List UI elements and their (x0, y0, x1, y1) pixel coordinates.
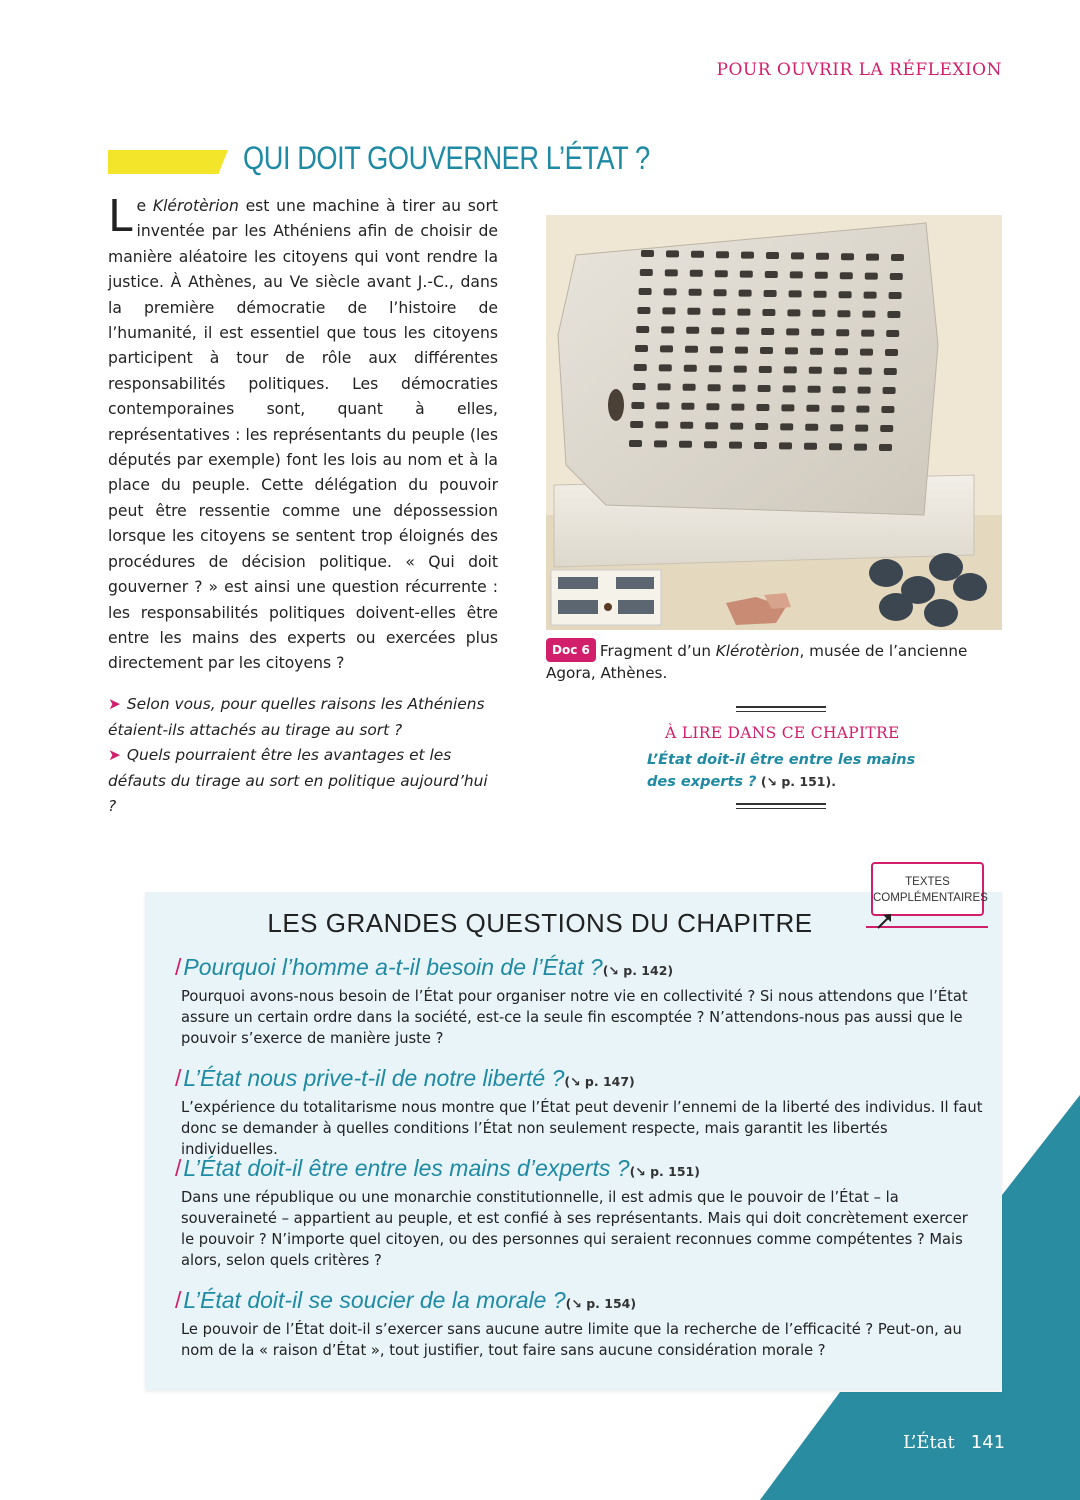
slot (733, 385, 746, 392)
complementary-texts-button[interactable]: TEXTES COMPLÉMENTAIRES (871, 862, 984, 916)
slot (658, 383, 671, 390)
section-label: POUR OUVRIR LA RÉFLEXION (716, 60, 1002, 80)
slot (737, 309, 750, 316)
slot (686, 327, 699, 334)
slot (708, 384, 721, 391)
slot (659, 364, 672, 371)
slot (805, 424, 818, 431)
slot (804, 443, 817, 450)
slot (714, 289, 727, 296)
question-body: Le pouvoir de l’État doit-il s’exercer sans aucune autre limite que la recherche de l’efficacité ? Peut-on, au nom de la « raison d’État », tout justifier, tout faire sans aucune considération morale ? (181, 1321, 962, 1359)
question-heading[interactable]: /L’État doit-il être entre les mains d’experts ?(↘ p. 151) (175, 1155, 700, 1181)
slot (780, 423, 793, 430)
slot (856, 406, 869, 413)
slot (891, 254, 904, 261)
question-item: ➤ Quels pourraient être les avantages et les défauts du tirage au sort en politique aujourd’hui ? (108, 746, 488, 815)
page-title: QUI DOIT GOUVERNER L’ÉTAT ? (243, 140, 650, 176)
slot (683, 384, 696, 391)
slot (760, 347, 773, 354)
slot (716, 251, 729, 258)
intro-first-word: e (136, 197, 153, 215)
slot (781, 404, 794, 411)
slot (736, 328, 749, 335)
a-lire-link[interactable]: L’État doit-il être entre les mains des experts ? (↘ p. 151). (647, 752, 916, 790)
question-block (175, 1153, 985, 1271)
slot (830, 424, 843, 431)
slot (709, 365, 722, 372)
dropcap: L (108, 191, 133, 242)
slot (789, 290, 802, 297)
slot (862, 311, 875, 318)
intro-text: est une machine à tirer au sort inventée par les Athéniens afin de choisir de manière aléatoire les citoyens qui vont rendre la justice. À Athènes, au Ve siècle avant J.-C., dans la première démocratie de l’histoire de l’humanité, il est essentiel que tous les citoyens participent à tour de rôle aux différentes responsabilités politiques. Les démocraties contemporaines sont, quant à elles, représentatives : les représentants du peuple (les députés par exemple) font les lois au nom et à la place du peuple. Cette délégation du pouvoir peut être ressentie comme une dépossession lorsque les citoyens se sentent trop éloignés des procédures de décision politique. « Qui doit gouverner ? » est ainsi une question récurrente : les responsabilités politiques doivent-elles être entre les mains des experts ou exercées plus directement par les citoyens ? (108, 197, 498, 673)
slot (854, 444, 867, 451)
question-body: Pourquoi avons-nous besoin de l’État pour organiser notre vie en collectivité ? Si nous attendons que l’État assure un certain ordre dans la société, est-ce la seule fin escomptée ? N’attendons-nous pas aussi que le pouvoir s’exerce de manière juste ? (181, 988, 968, 1047)
slot (841, 253, 854, 260)
slot (884, 368, 897, 375)
divider-bottom (736, 803, 826, 809)
slot (885, 349, 898, 356)
slot (754, 442, 767, 449)
slot (814, 291, 827, 298)
slot (779, 442, 792, 449)
slot (735, 347, 748, 354)
slot (660, 345, 673, 352)
intro-term: Klérotèrion (152, 197, 239, 215)
slot (765, 271, 778, 278)
slot (855, 425, 868, 432)
cursor-arrow-icon (876, 912, 894, 930)
slot (864, 292, 877, 299)
slot (861, 330, 874, 337)
slot (859, 368, 872, 375)
slot (687, 308, 700, 315)
slot (887, 311, 900, 318)
slot (712, 308, 725, 315)
slot (631, 402, 644, 409)
slot (758, 385, 771, 392)
slot (666, 250, 679, 257)
question-heading[interactable]: /L’État doit-il se soucier de la morale ?(↘ p. 154) (175, 1287, 637, 1313)
reflection-questions (108, 692, 498, 820)
slot (759, 366, 772, 373)
slot (633, 383, 646, 390)
slot (866, 254, 879, 261)
slot (811, 329, 824, 336)
title-accent-bar (108, 150, 228, 174)
slot (786, 328, 799, 335)
slot (840, 272, 853, 279)
ballot-disc (924, 599, 958, 627)
question-block (175, 952, 985, 1049)
ballot-disc (879, 593, 913, 621)
slot (890, 273, 903, 280)
question-body: L’expérience du totalitarisme nous montre que l’État peut devenir l’ennemi de la liberté des individus. Il faut donc se demander à quelles conditions l’État non seulement respecte, mais garantit les libertés individuelles. (181, 1099, 983, 1158)
klerotherion-illustration (546, 215, 1002, 630)
a-lire-title: À LIRE DANS CE CHAPITRE (665, 724, 900, 742)
slot (755, 423, 768, 430)
slot (664, 288, 677, 295)
slot (705, 422, 718, 429)
slot (734, 366, 747, 373)
slot (889, 292, 902, 299)
slot (761, 328, 774, 335)
klerotherion-photo (546, 215, 1002, 630)
slot (690, 270, 703, 277)
page-number: 141 (970, 1432, 1006, 1453)
slot (691, 251, 704, 258)
chapter-name: L’État (903, 1432, 955, 1453)
slot (689, 289, 702, 296)
slot (809, 367, 822, 374)
ballot-disc (869, 559, 903, 587)
arrow-icon: ➤ (108, 746, 121, 764)
slot (636, 326, 649, 333)
question-heading[interactable]: /L’État nous prive-t-il de notre liberté ?(↘ p. 147) (175, 1065, 635, 1091)
slot (806, 405, 819, 412)
slot (883, 387, 896, 394)
slot (831, 405, 844, 412)
slot (641, 250, 654, 257)
slot (706, 403, 719, 410)
slot (685, 346, 698, 353)
slot (635, 345, 648, 352)
slot (655, 421, 668, 428)
slot (662, 307, 675, 314)
slot (810, 348, 823, 355)
slot (858, 387, 871, 394)
slot (881, 406, 894, 413)
slot (756, 404, 769, 411)
slot (656, 402, 669, 409)
slot (661, 326, 674, 333)
slot (665, 269, 678, 276)
slot (762, 309, 775, 316)
photo-caption: Doc 6 Fragment d’un Klérotèrion, musée de l’ancienne Agora, Athènes. (546, 638, 1002, 684)
slot (681, 403, 694, 410)
slot (791, 252, 804, 259)
slot (834, 367, 847, 374)
slot (680, 422, 693, 429)
slot (837, 310, 850, 317)
arrow-icon: ➤ (108, 695, 121, 713)
slot (740, 271, 753, 278)
slot (833, 386, 846, 393)
slot (629, 440, 642, 447)
intro-paragraph (108, 191, 498, 677)
slot (790, 271, 803, 278)
slot (829, 443, 842, 450)
question-body: Dans une république ou une monarchie constitutionnelle, il est admis que le pouvoir de l’État – la souveraineté – appartient au peuple, et est confié à ses représentants. Mais qui doit concrètement exercer le pouvoir ? N’importe quel citoyen, ou des personnes qui seraient reconnues comme compétentes ? Mais alors, selon quels critères ? (181, 1189, 968, 1269)
slot (679, 441, 692, 448)
slot (836, 329, 849, 336)
slot (766, 252, 779, 259)
ballot-disc (929, 553, 963, 581)
slot (879, 444, 892, 451)
slot (684, 365, 697, 372)
slot (710, 346, 723, 353)
slot (808, 386, 821, 393)
slot (741, 252, 754, 259)
slot (784, 366, 797, 373)
question-block (175, 1285, 985, 1361)
ballot-disc (953, 573, 987, 601)
slot (739, 290, 752, 297)
slot (637, 307, 650, 314)
slot (630, 421, 643, 428)
slot (704, 441, 717, 448)
slot (839, 291, 852, 298)
slot (835, 348, 848, 355)
slot (880, 425, 893, 432)
slot (640, 269, 653, 276)
slot (730, 423, 743, 430)
slot (785, 347, 798, 354)
question-block (175, 1063, 985, 1160)
slot (865, 273, 878, 280)
question-item: ➤ Selon vous, pour quelles raisons les Athéniens étaient-ils attachés au tirage au sort ? (108, 695, 485, 739)
slot (731, 404, 744, 411)
slot (812, 310, 825, 317)
slot (711, 327, 724, 334)
slot (715, 270, 728, 277)
question-heading[interactable]: /Pourquoi l’homme a-t-il besoin de l’État ?(↘ p. 142) (175, 954, 674, 980)
slot (886, 330, 899, 337)
slot (815, 272, 828, 279)
slot (634, 364, 647, 371)
panel-title: LES GRANDES QUESTIONS DU CHAPITRE (267, 908, 813, 938)
slot (764, 290, 777, 297)
doc-badge: Doc 6 (546, 638, 596, 662)
slot (639, 288, 652, 295)
slot (729, 442, 742, 449)
divider-top (736, 706, 826, 712)
slot (816, 253, 829, 260)
slot (783, 385, 796, 392)
page-footer (903, 1432, 1005, 1453)
slot (654, 440, 667, 447)
slot (787, 309, 800, 316)
slot (860, 349, 873, 356)
